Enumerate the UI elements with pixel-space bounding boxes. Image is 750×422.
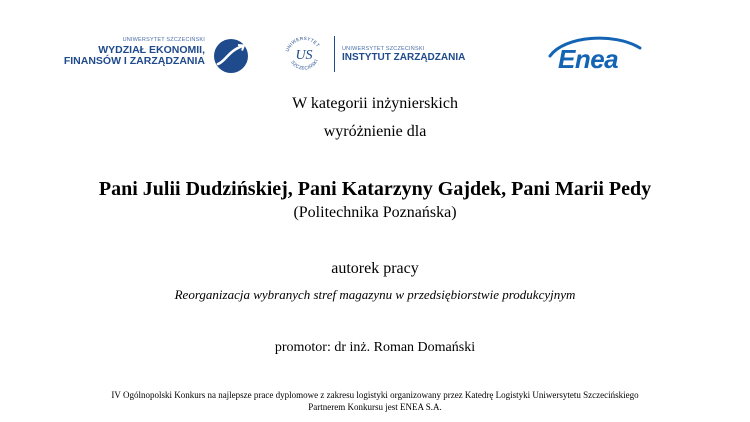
thesis-title: Reorganizacja wybranych stref magazynu w przedsiębiorstwie produkcyjnym — [174, 287, 576, 302]
wne-logo-line1: WYDZIAŁ EKONOMII, — [98, 43, 205, 56]
footer-partner: Partnerem Konkursu jest ENEA S.A. — [308, 402, 442, 412]
iz-logo-name: INSTYTUT ZARZĄDZANIA — [342, 52, 466, 64]
footer-competition: IV Ogólnopolski Konkurs na najlepsze prace dyplomowe z zakresu logistyki organizowany przez Katedrę Logistyki Uniwersytetu Szczecińskiego — [111, 390, 639, 400]
us-seal-letters: US — [295, 48, 313, 63]
iz-logo-university: UNIWERSYTET SZCZECIŃSKI — [342, 46, 425, 52]
wne-trend-icon — [213, 38, 249, 74]
svg-text:SZCZECIŃSKI: SZCZECIŃSKI — [290, 58, 319, 71]
wne-logo-university: UNIWERSYTET SZCZECIŃSKI — [122, 37, 205, 43]
iz-logo-text — [342, 46, 465, 63]
wne-logo-line2: FINANSÓW I ZARZĄDZANIA — [63, 54, 205, 67]
enea-logo-word: Enea — [558, 44, 619, 74]
iz-logo-divider — [334, 36, 335, 72]
wne-logo-text — [64, 38, 205, 67]
us-seal-icon — [282, 32, 326, 76]
award-category: W kategorii inżynierskich — [292, 95, 458, 112]
svg-text:UNIWERSYTET: UNIWERSYTET — [284, 35, 321, 53]
thesis-promoter: promotor: dr inż. Roman Domański — [274, 340, 476, 355]
enea-logo — [544, 34, 654, 76]
award-distinction: wyróżnienie dla — [323, 123, 427, 140]
logos-row — [0, 30, 750, 80]
recipient-institution: (Politechnika Poznańska) — [293, 204, 457, 221]
iz-logo — [282, 30, 482, 80]
authors-label: autorek pracy — [331, 260, 419, 277]
wne-logo — [63, 36, 249, 78]
award-recipients: Pani Julii Dudzińskiej, Pani Katarzyny Gajdek, Pani Marii Pedy — [98, 178, 652, 200]
